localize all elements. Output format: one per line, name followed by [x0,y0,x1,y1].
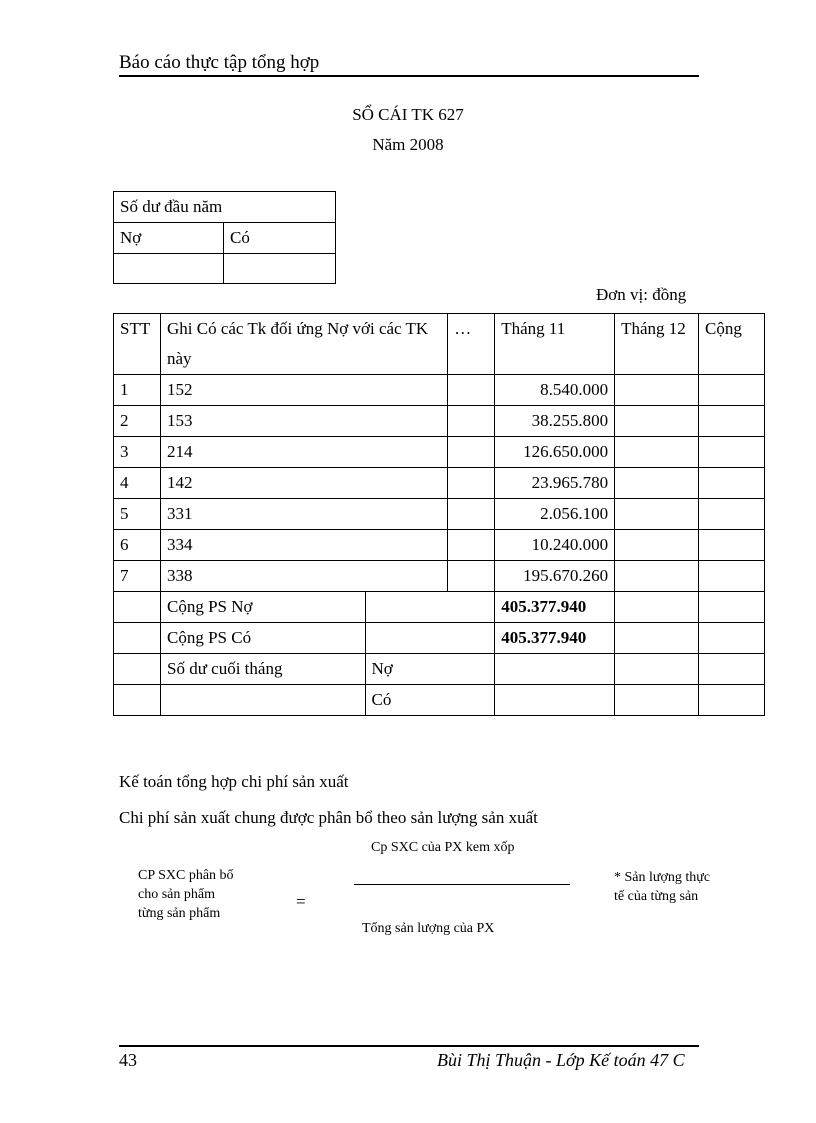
table-row [114,561,765,592]
opening-debit-label: Nợ [114,223,224,254]
total-credit-value: 405.377.940 [495,623,615,654]
table-row [114,406,765,437]
footer-author: Bùi Thị Thuận - Lớp Kế toán 47 C [437,1050,685,1070]
row-stt: 6 [114,530,161,561]
table-row [114,375,765,406]
closing-debit-label: Nợ [365,654,495,685]
formula-rhs-line2: tế của từng sản [614,889,699,904]
closing-debit-row [114,654,765,685]
formula-fraction-bar [354,884,570,885]
row-month-11: 126.650.000 [495,437,615,468]
col-header-dots: … [448,314,495,375]
row-month-11: 10.240.000 [495,530,615,561]
col-header-account: Ghi Có các Tk đối ứng Nợ với các TK này [160,314,447,375]
closing-credit-row [114,685,765,716]
col-header-stt: STT [114,314,161,375]
row-account: 142 [160,468,447,499]
total-credit-row [114,623,765,654]
ledger-table [113,313,765,716]
row-month-11: 8.540.000 [495,375,615,406]
table-row [114,437,765,468]
row-account: 338 [160,561,447,592]
formula-rhs [614,868,710,906]
row-stt: 4 [114,468,161,499]
header-rule [119,75,699,77]
opening-balance-table [113,191,336,284]
table-row [114,530,765,561]
formula-lhs-line2: cho sản phẩm [138,887,215,902]
table-row [114,468,765,499]
formula-lhs-line3: từng sản phẩm [138,906,221,921]
total-debit-value: 405.377.940 [495,592,615,623]
row-account: 214 [160,437,447,468]
row-account: 331 [160,499,447,530]
opening-credit-value [224,254,336,284]
total-credit-label: Cộng PS Có [160,623,365,654]
table-row [114,499,765,530]
formula-lhs [138,866,234,923]
section-subheading: Chi phí sản xuất chung được phân bổ theo sản lượng sản xuất [119,808,538,827]
row-stt: 3 [114,437,161,468]
row-account: 152 [160,375,447,406]
ledger-title: SỔ CÁI TK 627 [352,105,464,124]
row-month-11: 38.255.800 [495,406,615,437]
total-debit-row [114,592,765,623]
closing-credit-label: Có [365,685,495,716]
row-stt: 1 [114,375,161,406]
row-account: 153 [160,406,447,437]
formula-lhs-line1: CP SXC phân bổ [138,868,234,883]
row-stt: 5 [114,499,161,530]
formula-equals: = [296,892,306,911]
col-header-month-12: Tháng 12 [615,314,699,375]
total-debit-label: Cộng PS Nợ [160,592,365,623]
col-header-month-11: Tháng 11 [495,314,615,375]
formula-rhs-line1: * Sản lượng thực [614,870,711,885]
row-month-11: 23.965.780 [495,468,615,499]
unit-label: Đơn vị: đồng [596,285,687,304]
row-stt: 7 [114,561,161,592]
ledger-year: Năm 2008 [372,135,444,154]
closing-balance-label: Số dư cuối tháng [160,654,365,685]
row-stt: 2 [114,406,161,437]
opening-credit-label: Có [224,223,336,254]
row-account: 334 [160,530,447,561]
row-month-11: 195.670.260 [495,561,615,592]
page-number: 43 [119,1050,137,1070]
page-header-title: Báo cáo thực tập tổng hợp [119,52,320,73]
section-heading: Kế toán tổng hợp chi phí sản xuất [119,772,349,791]
footer-rule [119,1045,699,1047]
formula-numerator: Cp SXC của PX kem xốp [371,840,515,855]
col-header-total: Cộng [699,314,765,375]
opening-debit-value [114,254,224,284]
row-month-11: 2.056.100 [495,499,615,530]
formula-denominator: Tổng sản lượng của PX [362,921,495,936]
opening-balance-label: Số dư đầu năm [114,192,336,223]
